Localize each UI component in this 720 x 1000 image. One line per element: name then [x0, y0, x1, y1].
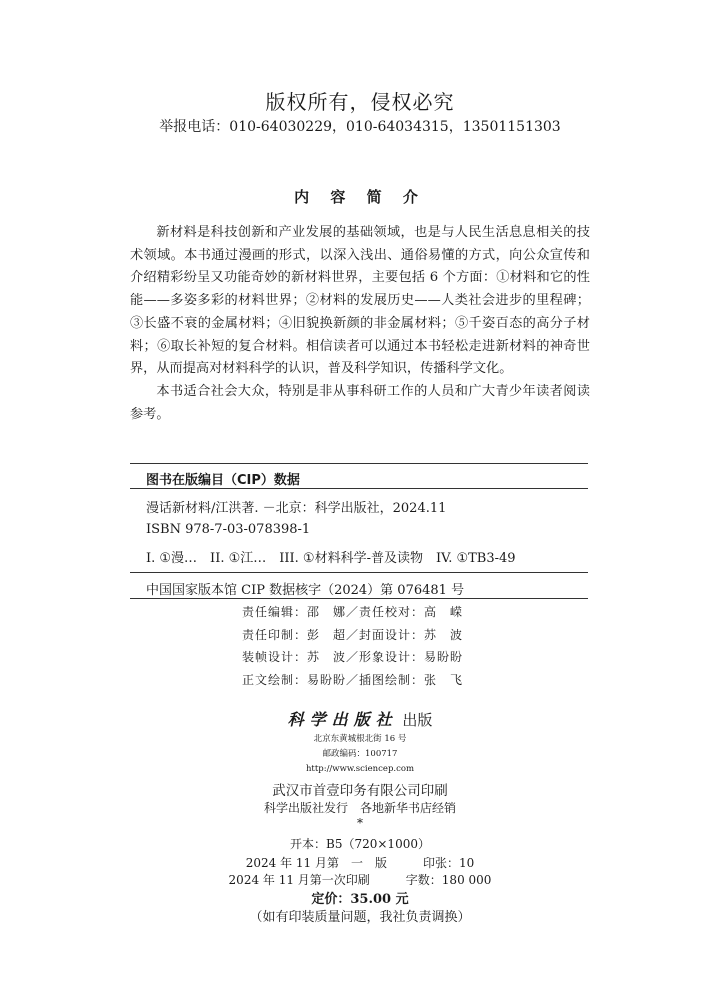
staff-row: 责任编辑：邵 娜／责任校对：高 嵘	[242, 605, 464, 619]
intro-paragraph: 本书适合社会大众，特别是非从事科研工作的人员和广大青少年读者阅读参考。	[130, 383, 590, 422]
intro-body	[130, 222, 590, 426]
printer-line: 武汉市首壹印务有限公司印刷	[272, 783, 448, 799]
publisher-address: 北京东黄城根北街 16 号	[313, 734, 407, 744]
staff-row: 责任印制：彭 超／封面设计：苏 波	[242, 627, 464, 642]
cip-heading-rule	[130, 488, 588, 489]
distribution-line: 科学出版社发行 各地新华书店经销	[263, 801, 456, 815]
staff-credits	[242, 601, 463, 691]
cip-classification: I. ①漫… II. ①江… III. ①材料科学-普及读物 IV. ①TB3-49	[146, 551, 516, 566]
report-phone-line: 举报电话：010-64030229，010-64034315，13501151303	[159, 119, 561, 135]
publisher-postcode: 邮政编码：100717	[322, 749, 398, 759]
intro-paragraph: 新材料是科技创新和产业发展的基础领域，也是与人民生活息息相关的技术领域。本书通过漫画的形式，以深入浅出、通俗易懂的方式，向公众宣传和介绍精彩纷呈又功能奇妙的新材料世界，主要包括 6 个方面：①材料和它的性能——多姿多彩的材料世界；②材料的发展历史——人类社会进步的里程碑；③长盛不衰的金属材料；④旧貌换新颜的非金属材料；⑤千姿百态的高分子材料；⑥取长补短的复合材料。相信读者可以通过本书轻松走进新材料的神奇世界，从而提高对材料科学的认识，普及科学知识，传播科学文化。	[130, 225, 590, 377]
cip-top-rule	[130, 463, 588, 464]
publisher-suffix: 出版	[402, 711, 433, 729]
publisher-website: http://www.sciencep.com	[305, 764, 415, 774]
copyright-title: 版权所有，侵权必究	[265, 90, 455, 114]
quality-note: （如有印装质量问题，我社负责调换）	[249, 910, 471, 925]
printing-line: 2024 年 11 月第一次印刷 字数：180 000	[228, 873, 492, 887]
separator-star: *	[357, 816, 363, 830]
format-line: 开本：B5（720×1000）	[290, 837, 430, 851]
cip-middle-rule	[130, 572, 588, 573]
intro-heading: 内 容 简 介	[294, 188, 426, 206]
price-line: 定价：35.00 元	[311, 892, 409, 907]
cip-title-line: 漫话新材料/江洪著. －北京：科学出版社，2024.11	[146, 501, 447, 516]
staff-row: 正文绘制：易盼盼／插图绘制：张 飞	[242, 672, 464, 687]
cip-isbn: ISBN 978-7-03-078398-1	[146, 522, 311, 537]
cip-bottom-rule	[130, 598, 588, 599]
staff-row: 装帧设计：苏 波／形象设计：易盼盼	[242, 650, 464, 664]
edition-line: 2024 年 11 月第 一 版 印张：10	[245, 856, 475, 870]
cip-number: 中国国家版本馆 CIP 数据核字（2024）第 076481 号	[146, 583, 465, 598]
cip-heading: 图书在版编目（CIP）数据	[146, 473, 300, 488]
publisher-logo: 科学出版社	[287, 710, 398, 729]
publisher-row	[0, 707, 720, 730]
